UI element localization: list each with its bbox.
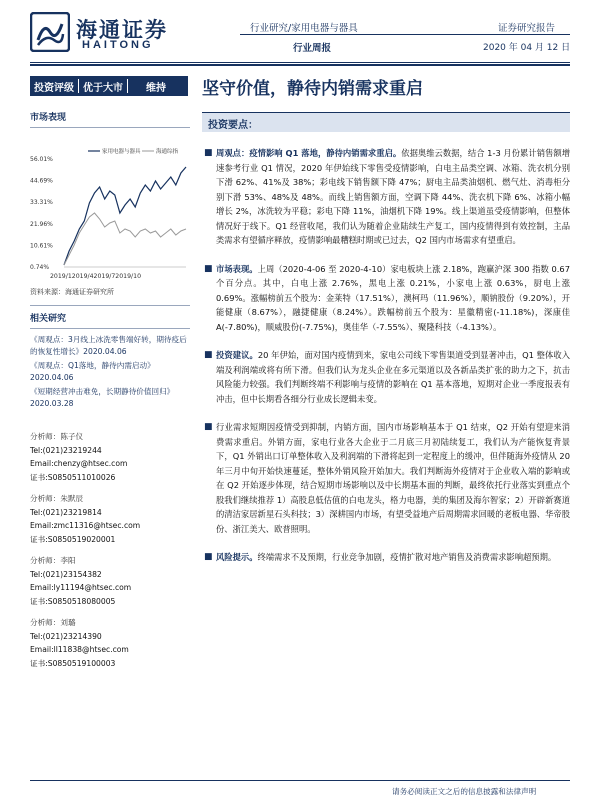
weekly-view-heading: 周观点：疫情影响 Q1 落地，静待内销需求重启。 — [216, 148, 402, 158]
risk-paragraph — [202, 550, 570, 565]
y-tick-label: 0.74% — [30, 264, 50, 271]
analyst-block — [30, 492, 190, 546]
analyst-block — [30, 554, 190, 608]
y-tick-label: 21.96% — [30, 220, 53, 228]
analyst-tel: Tel:(021)23214390 — [30, 631, 102, 641]
weekly-view-text: 依据奥维云数据，结合 1-3 月份累计销售额增速参考行业 Q1 情况，2020 年伊始线下零售受疫情影响，白电主品类空调、冰箱、洗衣机分别下滑 62%、41%及 38%；彩电线下销售额下降 47%；厨电主品类油烟机、燃气灶、消毒柜分别下滑 53%、48%及 48%。而线上销售额方面，空调下降 44%、洗衣机下降 6%、冰箱小幅增长 2%，冰洗较为平稳；彩电下降 11%，油烟机下降 19%。线上渠道虽受疫情影响，但整体情况好于线下。Q1 经营收尾，我们认为随着企业陆续生产复工，国内疫情得到有效控制，主品类需求有望循序释放，疫情影响最糟糕时期或已过去，Q2 国内市场需求有望重启。 — [216, 148, 570, 245]
report-title: 坚守价值，静待内销需求重启 — [202, 79, 423, 99]
analyst-email[interactable]: Email:ll11838@htsec.com — [30, 645, 129, 654]
y-tick-label: 44.69% — [30, 177, 53, 185]
logo-chinese: 海通证券 — [76, 17, 168, 42]
bullet-icon: ■ — [204, 422, 213, 432]
report-date: 2020 年 04 月 12 日 — [483, 43, 571, 53]
analyst-name: 分析师：李阳 — [30, 556, 76, 565]
divider — [30, 328, 190, 329]
investment-rating — [30, 76, 188, 96]
header-divider — [30, 62, 570, 63]
disclaimer-footer: 请务必阅读正文之后的信息披露和法律声明 — [392, 787, 537, 796]
market-performance-title: 市场表现 — [30, 113, 67, 123]
logo-english: HAITONG — [82, 39, 154, 51]
series-home-appliance-line — [64, 167, 186, 265]
analyst-cert: 证书:S0850519100003 — [30, 658, 116, 668]
series-composite-index-line — [64, 213, 186, 265]
y-tick-label: 33.31% — [30, 199, 53, 207]
analyst-tel: Tel:(021)23219814 — [30, 507, 102, 517]
rating-change: 维持 — [146, 82, 166, 94]
x-tick-labels: 2019/12019/42019/72019/10 — [50, 273, 142, 280]
left-column — [30, 110, 190, 670]
investment-advice-paragraph — [202, 348, 570, 406]
chart-source: 资料来源：海通证券研究所 — [30, 288, 114, 296]
market-performance-heading: 市场表现。 — [216, 263, 258, 274]
market-performance-text: 上周（2020-4-06 至 2020-4-10）家电板块上涨 2.18%，跑赢沪深 300 指数 0.67 个百分点。其中，白电上涨 2.76%，黑电上涨 0.21%，小家电上涨 0.63%，厨电上涨 0.69%。涨幅榜前五个股为：金莱特（17.51%），澳柯玛（11.96%），顺钠股份（9.20%），开能健康（8.67%），融捷健康（8.24%）。跌幅榜前五个股为：星徽精密(-11.18%)，深康佳 A(-7.80%)，顺威股份(-7.75%)，奥佳华（-7.55%）、聚隆科技（-4.13%）。 — [216, 263, 570, 332]
bullet-icon: ■ — [204, 148, 213, 158]
legend-index-label: 海通综指 — [156, 149, 179, 155]
header-divider-mid — [240, 34, 570, 35]
analyst-email[interactable]: Email:ly11194@htsec.com — [30, 583, 132, 592]
rating-value: 优于大市 — [83, 82, 123, 94]
risk-heading: 风险提示。 — [216, 552, 258, 562]
investment-advice-text: 20 年伊始，面对国内疫情到来，家电公司线下零售渠道受到显著冲击，Q1 整体收入端及利润端或将有所下滑。但我们认为龙头企业在多元渠道以及各新品类扩张的助力之下，抗击风险能力较强。我们判断终端不利影响与疫情的影响在 Q1 基本落地，短期对企业一季度报表有冲击，但中长期看各细分行业成长逻辑未变。 — [216, 350, 570, 404]
report-category: 行业研究/家用电器与器具 — [250, 23, 358, 34]
industry-outlook-text: 行业需求短期因疫情受到抑制，内销方面，国内市场影响基本于 Q1 结束，Q2 开始有望迎来消费需求重启。外销方面，家电行业各大企业于二月底三月初陆续复工，我们认为产能恢复背景下，Q1 外销出口订单整体收入及利润端的下滑将起到一定程度上的缓冲，但伴随海外疫情从 20 年三月中旬开始快速蔓延，整体外销风险开始加大。我们判断海外疫情对于企业收入端的影响或在 Q2 开始逐步体现，结合短期市场影响以及中长期基本面的判断，最终依托行业落实到重点个股我们继续推荐 1）高股息低估值的白电龙头，格力电器，美的集团及海尔智家；2）开辟新赛道的清洁家居新星石头科技；3）深耕国内市场，有望受益地产后周期需求回暖的老板电器、华帝股份、浙江美大、欧普照明。 — [216, 422, 570, 534]
industry-outlook-paragraph — [202, 420, 570, 536]
related-item[interactable]: 《周观点：3月线上冰洗零售端好转，期待疫后的恢复性增长》2020.04.06 — [30, 335, 187, 356]
investment-advice-heading: 投资建议。 — [216, 350, 258, 360]
page-header — [0, 0, 600, 62]
haitong-logo-icon — [30, 12, 70, 52]
analyst-tel: Tel:(021)23219244 — [30, 445, 102, 455]
analyst-name: 分析师：陈子仪 — [30, 432, 84, 441]
rating-separator — [127, 79, 128, 93]
market-chart-svg — [30, 133, 190, 281]
divider — [30, 127, 190, 128]
market-chart — [30, 133, 190, 281]
footer-divider — [30, 780, 570, 781]
analyst-email[interactable]: Email:zmc11316@htsec.com — [30, 521, 141, 530]
legend-home-label: 家用电器与器具 — [102, 149, 141, 155]
analyst-cert: 证书:S0850511010026 — [30, 472, 116, 482]
related-item[interactable]: 《周观点：Q1落地，静待内需启动》2020.04.06 — [30, 361, 155, 382]
analyst-name: 分析师：刘璐 — [30, 618, 76, 627]
divider — [30, 305, 190, 306]
key-points-title: 投资要点： — [202, 112, 570, 132]
analyst-email[interactable]: Email:chenzy@htsec.com — [30, 459, 128, 468]
header-divider-thick — [30, 64, 570, 66]
y-tick-label: 56.01% — [30, 156, 53, 163]
analyst-block — [30, 430, 190, 484]
analyst-cert: 证书:S0850519020001 — [30, 534, 116, 544]
right-column — [202, 112, 570, 565]
market-performance-paragraph — [202, 262, 570, 335]
analyst-cert: 证书:S0850518080005 — [30, 596, 116, 606]
y-tick-label: 10.61% — [30, 242, 53, 250]
bullet-icon: ■ — [204, 263, 213, 274]
analyst-name: 分析师：朱默辰 — [30, 494, 84, 503]
rating-label: 投资评级 — [34, 82, 74, 94]
weekly-view-paragraph — [202, 146, 570, 248]
haitong-logo — [30, 12, 180, 56]
analyst-tel: Tel:(021)23154382 — [30, 569, 102, 579]
report-type: 证券研究报告 — [498, 23, 556, 34]
analyst-block — [30, 616, 190, 670]
related-research-title: 相关研究 — [30, 314, 67, 324]
report-subcategory: 行业周报 — [293, 43, 332, 54]
bullet-icon: ■ — [204, 552, 213, 562]
related-item[interactable]: 《短期经营冲击难免，长期静待价值回归》2020.03.28 — [30, 387, 175, 408]
risk-text: 终端需求不及预期，行业竞争加剧，疫情扩散对地产销售及消费需求影响超预期。 — [257, 552, 557, 562]
bullet-icon: ■ — [204, 350, 213, 360]
